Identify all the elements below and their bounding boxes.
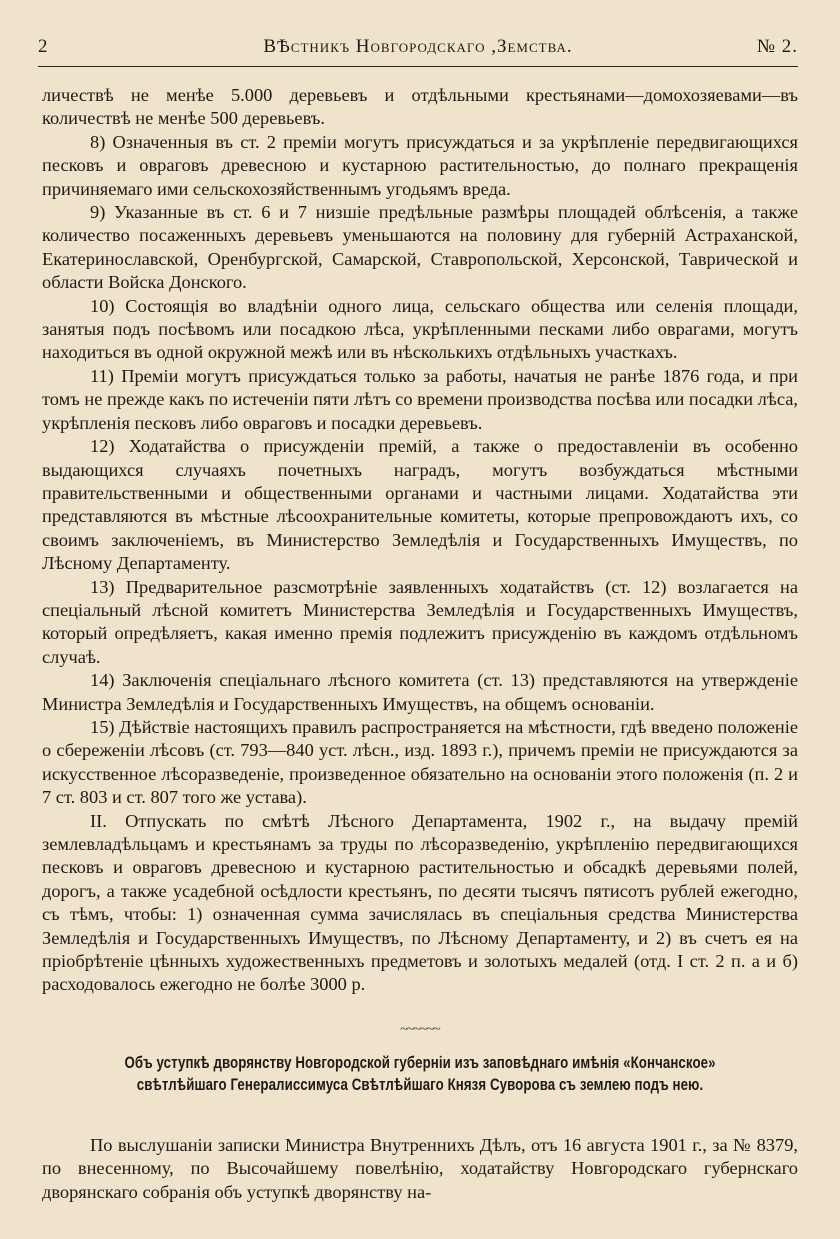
paragraph-section-ii: II. Отпускать по смѣтѣ Лѣсного Департамента, 1902 г., на выдачу премій землевладѣльцамъ и крестьянамъ за труды по лѣсоразведенію, укрѣпленію передвигающихся песковъ и овраговъ древесною и кустарною растительностью и обсадкѣ деревьями полей, дорогъ, а также усадебной осѣдлости крестьянъ, по десяти тысячъ пятисотъ рублей ежегодно, съ тѣмъ, чтобы: 1) означенная сумма зачислялась въ спеціальныя средства Министерства Земледѣлія и Государственныхъ Имуществъ, по Лѣсному Департаменту, и 2) въ счетъ ея на пріобрѣтеніе цѣнныхъ художественныхъ предметовъ и золотыхъ медалей (отд. I ст. 2 п. а и б) расходовалось ежегодно не болѣе 3000 р. xyxy=(42,810,798,995)
next-article-body xyxy=(42,1134,798,1204)
paragraph-next-article: По выслушаніи записки Министра Внутреннихъ Дѣлъ, отъ 16 августа 1901 г., за № 8379, по внесенному, по Высочайшему повелѣнію, ходатайству Новгородскаго губернскаго дворянскаго собранія объ уступкѣ дворянству на- xyxy=(42,1135,798,1202)
page-number: 2 xyxy=(38,36,49,57)
section-separator: ~~~~~~ xyxy=(400,1022,440,1037)
paragraph-13: 13) Предварительное разсмотрѣніе заявленныхъ ходатайствъ (ст. 12) возлагается на спеціальный лѣсной комитетъ Министерства Земледѣлія и Государственныхъ Имуществъ, который опредѣляетъ, какая именно премія подлежитъ присужденію въ каждомъ отдѣльномъ случаѣ. xyxy=(42,576,798,667)
paragraph-10: 10) Состоящія во владѣніи одного лица, сельскаго общества или селенія площади, занятыя подъ посѣвомъ или посадкою лѣса, укрѣпленными песками либо оврагами, могутъ находиться въ одной окружной межѣ или въ нѣсколькихъ отдѣльныхъ участкахъ. xyxy=(42,295,798,363)
issue-number: № 2. xyxy=(756,36,798,57)
paragraph-14: 14) Заключенія спеціальнаго лѣсного комитета (ст. 13) представляются на утвержденіе Министра Земледѣлія и Государственныхъ Имуществъ, на общемъ основаніи. xyxy=(42,670,798,714)
paragraph-11: 11) Преміи могутъ присуждаться только за работы, начатыя не ранѣе 1876 года, и при томъ не прежде какъ по истеченіи пяти лѣтъ со времени производства посѣва или посадки лѣса, укрѣпленія песковъ либо овраговъ и посадки деревьевъ. xyxy=(42,365,798,433)
paragraph-8: 8) Означенныя въ ст. 2 преміи могутъ присуждаться и за укрѣпленіе передвигающихся песковъ и овраговъ древесною и кустарною растительностью, до полнаго прекращенія причиняемаго ими сельскохозяйственнымъ угодьямъ вреда. xyxy=(42,131,798,199)
journal-title: ВѢстникъ Новгородскаго ,Земства. xyxy=(263,36,573,57)
paragraph-9: 9) Указанные въ ст. 6 и 7 низшіе предѣльные размѣры площадей облѣсенія, а также количество посаженныхъ деревьевъ уменьшаются на половину для губерній Астраханской, Екатеринославской, Оренбургской, Самарской, Ставропольской, Херсонской, Таврической и области Войска Донского. xyxy=(42,202,798,293)
paragraph-continuation: личествѣ не менѣе 5.000 деревьевъ и отдѣльными крестьянами—домохозяевами—въ количествѣ не менѣе 500 деревьевъ. xyxy=(42,85,798,129)
article-body xyxy=(42,84,798,997)
paragraph-15: 15) Дѣйствіе настоящихъ правилъ распространяется на мѣстности, гдѣ введено положеніе о сбереженіи лѣсовъ (ст. 793—840 уст. лѣсн., изд. 1893 г.), причемъ преміи не присуждаются за искусственное лѣсоразведеніе, произведенное обязательно на основаніи этого положенія (п. 2 и 7 ст. 803 и ст. 807 того же устава). xyxy=(42,716,798,808)
paragraph-12: 12) Ходатайства о присужденіи премій, а также о предоставленіи въ особенно выдающихся случаяхъ почетныхъ наградъ, могутъ возбуждаться мѣстными правительственными и общественными органами и частными лицами. Ходатайства эти представляются въ мѣстные лѣсоохранительные комитеты, которые препровождаютъ ихъ, со своимъ заключеніемъ, въ Министерство Земледѣлія и Государственныхъ Имуществъ, по Лѣсному Департаменту. xyxy=(42,436,798,574)
section-heading: Объ уступкѣ дворянству Новгородской губерніи изъ заповѣднаго имѣнія «Кончанское» свѣтлѣйшаго Генералиссимуса Свѣтлѣйшаго Князя Суворова съ землею подъ нею. xyxy=(124,1053,716,1094)
page-header xyxy=(38,36,798,67)
